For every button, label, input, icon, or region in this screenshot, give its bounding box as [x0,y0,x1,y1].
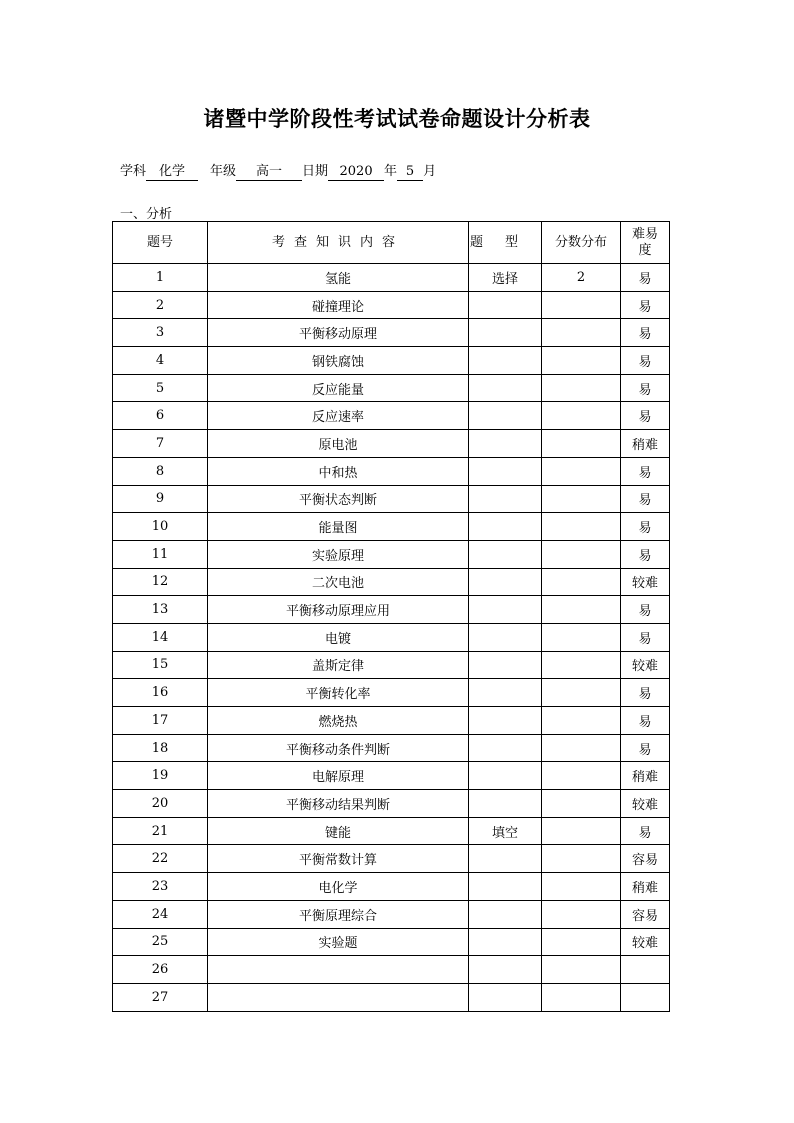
cell-score [542,513,621,541]
cell-score [542,679,621,707]
cell-number: 18 [113,734,208,762]
date-label: 日期 [302,164,329,179]
page-title: 诸暨中学阶段性考试试卷命题设计分析表 [203,106,591,131]
cell-type [469,596,542,624]
cell-content: 盖斯定律 [208,651,469,679]
cell-content [208,983,469,1011]
analysis-table [112,221,670,1012]
cell-content: 能量图 [208,513,469,541]
cell-number: 4 [113,347,208,375]
cell-number: 5 [113,374,208,402]
cell-number: 17 [113,707,208,735]
table-row [113,319,670,347]
cell-difficulty: 容易 [621,845,670,873]
cell-number: 21 [113,817,208,845]
cell-content: 平衡原理综合 [208,900,469,928]
header-number: 题号 [113,222,208,264]
cell-type [469,762,542,790]
cell-score [542,900,621,928]
cell-number: 14 [113,623,208,651]
table-row [113,707,670,735]
cell-type [469,513,542,541]
table-row [113,900,670,928]
table-row [113,734,670,762]
cell-difficulty: 易 [621,817,670,845]
subject-value: 化学 [146,164,198,181]
cell-type [469,347,542,375]
cell-type [469,679,542,707]
cell-type [469,485,542,513]
table-row [113,457,670,485]
cell-difficulty: 容易 [621,900,670,928]
cell-number: 9 [113,485,208,513]
cell-content: 平衡移动结果判断 [208,790,469,818]
cell-score [542,817,621,845]
table-row [113,679,670,707]
cell-score [542,540,621,568]
table-body [113,264,670,1012]
table-row [113,485,670,513]
cell-type [469,734,542,762]
cell-score [542,623,621,651]
section-title: 一、分析 [120,207,173,222]
cell-type [469,845,542,873]
cell-type [469,873,542,901]
table-row [113,291,670,319]
cell-difficulty: 较难 [621,651,670,679]
cell-number: 15 [113,651,208,679]
table-row [113,983,670,1011]
cell-content: 电镀 [208,623,469,651]
cell-content: 实验题 [208,928,469,956]
cell-difficulty [621,983,670,1011]
cell-number: 19 [113,762,208,790]
year-value: 2020 [328,164,384,181]
cell-difficulty: 易 [621,457,670,485]
cell-number: 8 [113,457,208,485]
header-score: 分数分布 [542,222,621,264]
cell-difficulty [621,956,670,984]
cell-type [469,623,542,651]
form-meta-line [120,160,436,181]
cell-difficulty: 较难 [621,790,670,818]
cell-difficulty: 易 [621,319,670,347]
cell-number: 27 [113,983,208,1011]
cell-content: 二次电池 [208,568,469,596]
table-row [113,264,670,292]
cell-score [542,873,621,901]
cell-type [469,707,542,735]
cell-difficulty: 易 [621,291,670,319]
cell-content: 反应能量 [208,374,469,402]
cell-content: 电解原理 [208,762,469,790]
cell-difficulty: 易 [621,540,670,568]
cell-type: 选择 [469,264,542,292]
cell-content: 平衡移动条件判断 [208,734,469,762]
cell-number: 3 [113,319,208,347]
cell-number: 25 [113,928,208,956]
header-difficulty: 难易度 [621,222,670,264]
grade-value: 高一 [236,164,302,181]
cell-type [469,956,542,984]
cell-content: 氢能 [208,264,469,292]
cell-content: 键能 [208,817,469,845]
cell-number: 23 [113,873,208,901]
table-header-row [113,222,670,264]
subject-label: 学科 [120,164,147,179]
cell-difficulty: 较难 [621,928,670,956]
cell-content: 平衡常数计算 [208,845,469,873]
cell-type [469,540,542,568]
cell-difficulty: 易 [621,513,670,541]
cell-number: 6 [113,402,208,430]
cell-score [542,374,621,402]
cell-number: 7 [113,430,208,458]
cell-difficulty: 稍难 [621,873,670,901]
year-label: 年 [384,164,398,179]
cell-score [542,319,621,347]
cell-type [469,402,542,430]
cell-type [469,651,542,679]
cell-difficulty: 易 [621,707,670,735]
cell-number: 22 [113,845,208,873]
cell-difficulty: 易 [621,347,670,375]
cell-score [542,568,621,596]
cell-number: 13 [113,596,208,624]
cell-content: 平衡移动原理 [208,319,469,347]
cell-type [469,291,542,319]
table-row [113,845,670,873]
table-row [113,873,670,901]
cell-difficulty: 稍难 [621,430,670,458]
cell-score [542,762,621,790]
table-row [113,568,670,596]
cell-difficulty: 易 [621,596,670,624]
cell-score [542,928,621,956]
cell-number: 24 [113,900,208,928]
table-row [113,790,670,818]
cell-score [542,983,621,1011]
cell-type: 填空 [469,817,542,845]
cell-score [542,734,621,762]
grade-label: 年级 [210,164,237,179]
table-row [113,596,670,624]
cell-difficulty: 易 [621,623,670,651]
table-row [113,817,670,845]
table-row [113,347,670,375]
cell-content: 中和热 [208,457,469,485]
table-row [113,513,670,541]
cell-difficulty: 易 [621,485,670,513]
header-content: 考查知识内容 [208,222,469,264]
cell-type [469,790,542,818]
cell-type [469,430,542,458]
month-label: 月 [423,164,437,179]
table-row [113,402,670,430]
cell-content: 燃烧热 [208,707,469,735]
cell-number: 16 [113,679,208,707]
cell-type [469,568,542,596]
cell-type [469,319,542,347]
cell-score [542,347,621,375]
cell-score [542,790,621,818]
cell-number: 11 [113,540,208,568]
cell-content: 钢铁腐蚀 [208,347,469,375]
cell-number: 1 [113,264,208,292]
header-type: 题型 [469,222,542,264]
month-value: 5 [397,164,423,181]
cell-difficulty: 易 [621,374,670,402]
table-row [113,374,670,402]
table-row [113,928,670,956]
cell-number: 26 [113,956,208,984]
table-row [113,762,670,790]
cell-difficulty: 易 [621,402,670,430]
cell-score [542,291,621,319]
cell-score [542,956,621,984]
cell-content: 实验原理 [208,540,469,568]
cell-number: 10 [113,513,208,541]
cell-score [542,402,621,430]
cell-difficulty: 易 [621,734,670,762]
cell-content: 平衡转化率 [208,679,469,707]
cell-number: 20 [113,790,208,818]
table-row [113,956,670,984]
cell-type [469,928,542,956]
cell-difficulty: 稍难 [621,762,670,790]
cell-score [542,845,621,873]
cell-score [542,596,621,624]
table-row [113,430,670,458]
cell-content: 碰撞理论 [208,291,469,319]
cell-score [542,707,621,735]
cell-type [469,900,542,928]
cell-number: 2 [113,291,208,319]
table-row [113,540,670,568]
table-row [113,651,670,679]
cell-content: 平衡移动原理应用 [208,596,469,624]
cell-score: 2 [542,264,621,292]
cell-type [469,983,542,1011]
table-row [113,623,670,651]
cell-type [469,457,542,485]
cell-difficulty: 易 [621,679,670,707]
cell-difficulty: 较难 [621,568,670,596]
cell-content: 反应速率 [208,402,469,430]
cell-content [208,956,469,984]
cell-number: 12 [113,568,208,596]
cell-score [542,485,621,513]
cell-score [542,430,621,458]
cell-type [469,374,542,402]
cell-content: 平衡状态判断 [208,485,469,513]
cell-difficulty: 易 [621,264,670,292]
cell-score [542,651,621,679]
cell-content: 电化学 [208,873,469,901]
cell-score [542,457,621,485]
cell-content: 原电池 [208,430,469,458]
